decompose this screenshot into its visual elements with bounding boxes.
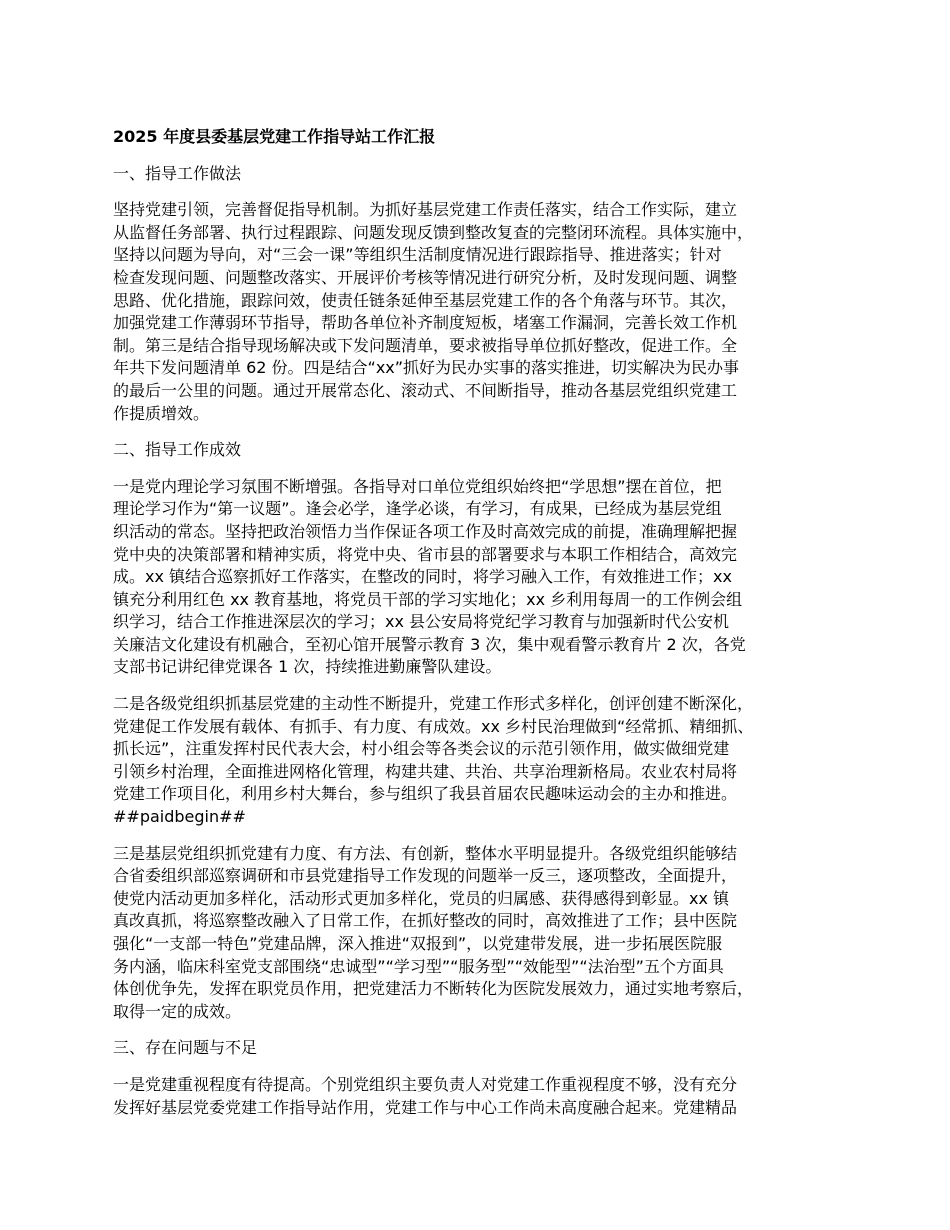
paragraph-line: 二是各级党组织抓基层党建的主动性不断提升，党建工作形式多样化，创评创建不断深化，	[113, 694, 754, 714]
paragraph-line: 引领乡村治理，全面推进网格化管理，构建共建、共治、共享治理新格局。农业农村局将	[113, 761, 738, 781]
paragraph-4	[113, 843, 858, 1024]
paragraph-line: 加强党建工作薄弱环节指导，帮助各单位补齐制度短板，堵塞工作漏洞，完善长效工作机	[113, 313, 738, 333]
paragraph-line: 合省委组织部巡察调研和市县党建指导工作发现的问题举一反三，逐项整改，全面提升，	[113, 866, 738, 886]
paragraph-line: 强化“一支部一特色”党建品牌，深入推进“双报到”，以党建带发展，进一步拓展医院服	[113, 934, 723, 953]
paragraph-line: 作提质增效。	[113, 403, 210, 423]
paragraph-line: 一是党内理论学习氛围不断增强。各指导对口单位党组织始终把“学思想”摆在首位，把	[113, 476, 722, 496]
paragraph-line: 镇充分利用红色 xx 教育基地，将党员干部的学习实地化；xx 乡利用每周一的工作例会组	[113, 589, 743, 609]
paragraph-3	[113, 693, 858, 829]
paragraph-line: 体创优争先，发挥在职党员作用，把党建活力不断转化为医院发展效力，通过实地考察后，	[113, 979, 754, 999]
paragraph-line: 真改真抓，将巡察整改融入了日常工作，在抓好整改的同时，高效推进了工作；县中医院	[113, 911, 738, 931]
paragraph-line: 务内涵，临床科室党支部围绕“忠诚型”“学习型”“服务型”“效能型”“法治型”五个方面具	[113, 956, 724, 976]
paragraph-line: 从监督任务部署、执行过程跟踪、问题发现反馈到整改复查的完整闭环流程。具体实施中，	[113, 222, 754, 242]
paragraph-line: 坚持党建引领，完善督促指导机制。为抓好基层党建工作责任落实，结合工作实际，建立	[113, 200, 738, 220]
paragraph-line: 党建工作项目化，利用乡村大舞台，参与组织了我县首届农民趣味运动会的主办和推进。	[113, 784, 738, 804]
paragraph-line: 制。第三是结合指导现场解决或下发问题清单，要求被指导单位抓好整改，促进工作。全	[113, 335, 738, 355]
paragraph-line: 年共下发问题清单 62 份。四是结合“xx”抓好为民办实事的落实推进，切实解决为民办事	[113, 358, 740, 378]
document-page	[113, 126, 858, 1119]
paragraph-line: 发挥好基层党委党建工作指导站作用，党建工作与中心工作尚未高度融合起来。党建精品	[113, 1097, 738, 1117]
paragraph-line: 织活动的常态。坚持把政治领悟力当作保证各项工作及时高效完成的前提，准确理解把握	[113, 521, 738, 541]
paragraph-line: 思路、优化措施，跟踪问效，使责任链条延伸至基层党建工作的各个角落与环节。其次，	[113, 290, 738, 310]
paragraph-line: 的最后一公里的问题。通过开展常态化、滚动式、不间断指导，推动各基层党组织党建工	[113, 380, 738, 400]
paragraph-2	[113, 476, 858, 679]
document-title: 2025 年度县委基层党建工作指导站工作汇报	[113, 127, 436, 146]
paragraph-line: 三是基层党组织抓党建有力度、有方法、有创新，整体水平明显提升。各级党组织能够结	[113, 843, 738, 863]
section-heading-1: 一、指导工作做法	[113, 163, 242, 183]
paragraph-line: 党建促工作发展有载体、有抓手、有力度、有成效。xx 乡村民治理做到“经常抓、精细抓、	[113, 716, 754, 736]
paragraph-line: 党中央的决策部署和精神实质，将党中央、省市县的部署要求与本职工作相结合，高效完	[113, 544, 738, 564]
paragraph-line: 织学习，结合工作推进深层次的学习；xx 县公安局将党纪学习教育与加强新时代公安机	[113, 612, 730, 632]
paragraph-line: 支部书记讲纪律党课各 1 次，持续推进勤廉警队建设。	[113, 657, 502, 677]
paid-marker: ##paidbegin##	[113, 807, 246, 827]
paragraph-line: 抓长远”，注重发挥村民代表大会，村小组会等各类会议的示范引领作用，做实做细党建	[113, 739, 730, 759]
paragraph-line: 成。xx 镇结合巡察抓好工作落实，在整改的同时，将学习融入工作，有效推进工作；xx	[113, 567, 732, 587]
paragraph-line: 取得一定的成效。	[113, 1001, 242, 1021]
section-heading-3: 三、存在问题与不足	[113, 1038, 258, 1058]
section-heading-2: 二、指导工作成效	[113, 440, 242, 460]
paragraph-1	[113, 199, 858, 425]
paragraph-line: 使党内活动更加多样化，活动形式更加多样化，党员的归属感、获得感得到彰显。xx 镇	[113, 888, 730, 908]
paragraph-5	[113, 1074, 858, 1119]
paragraph-line: 理论学习作为“第一议题”。逢会必学，逢学必谈，有学习，有成果，已经成为基层党组	[113, 499, 722, 519]
paragraph-line: 关廉洁文化建设有机融合，至初心馆开展警示教育 3 次，集中观看警示教育片 2 次，各党	[113, 634, 746, 654]
paragraph-line: 坚持以问题为导向，对“三会一课”等组织生活制度情况进行跟踪指导、推进落实；针对	[113, 245, 722, 265]
paragraph-line: 一是党建重视程度有待提高。个别党组织主要负责人对党建工作重视程度不够，没有充分	[113, 1074, 738, 1094]
paragraph-line: 检查发现问题、问题整改落实、开展评价考核等情况进行研究分析，及时发现问题、调整	[113, 267, 738, 287]
